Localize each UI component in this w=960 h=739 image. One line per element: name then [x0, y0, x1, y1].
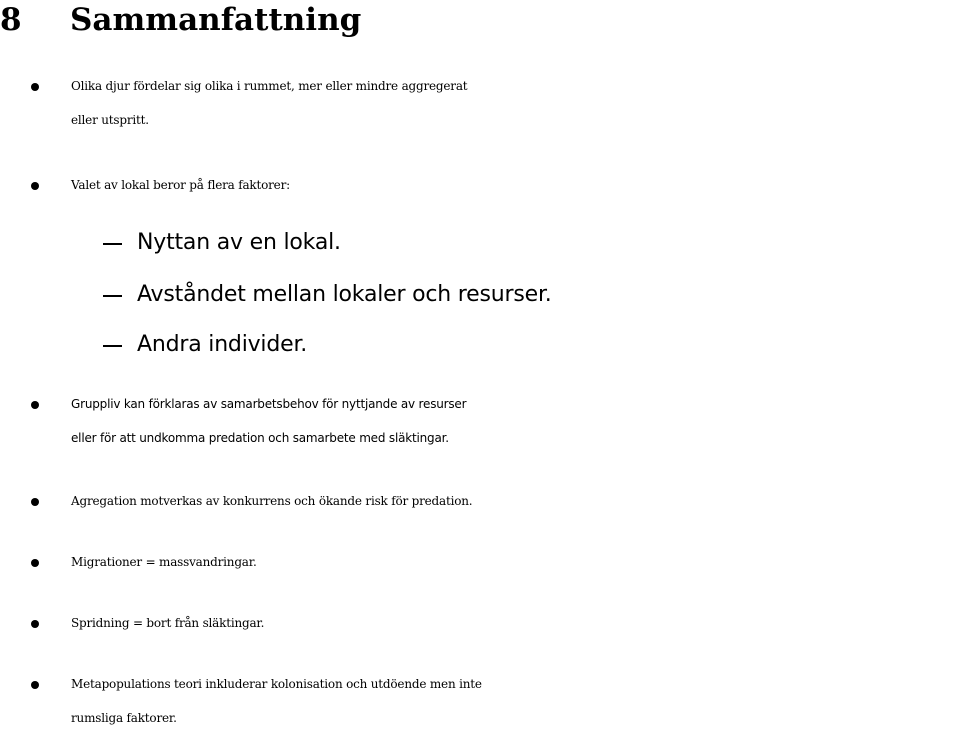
bullet-icon — [31, 182, 39, 190]
bullet-icon — [31, 681, 39, 689]
list-item-line: Gruppliv kan förklaras av samarbetsbehov för nyttjande av resurser — [71, 397, 467, 411]
list-item — [71, 545, 960, 579]
dash-icon — [103, 345, 122, 347]
sub-list-item — [137, 226, 341, 260]
sub-list-item-text: Nyttan av en lokal. — [137, 230, 341, 255]
list-item-line: Metapopulations teori inkluderar kolonisation och utdöende men inte — [71, 677, 482, 691]
list-item-line: eller utspritt. — [71, 113, 149, 127]
list-item — [71, 387, 960, 455]
bullet-icon — [31, 498, 39, 506]
bullet-icon — [31, 559, 39, 567]
sub-list-item — [137, 328, 307, 362]
list-item-line: Olika djur fördelar sig olika i rummet, mer eller mindre aggregerat — [71, 79, 468, 93]
list-item-line: Migrationer = massvandringar. — [71, 555, 257, 569]
bullet-icon — [31, 620, 39, 628]
list-item-line: Valet av lokal beror på flera faktorer: — [71, 178, 290, 192]
bullet-icon — [31, 83, 39, 91]
sub-list-item — [137, 278, 552, 312]
list-item — [71, 606, 960, 640]
dash-icon — [103, 295, 122, 297]
section-title: Sammanfattning — [70, 2, 362, 38]
section-heading — [0, 0, 361, 40]
list-item — [71, 667, 960, 735]
list-item-line: Spridning = bort från släktingar. — [71, 616, 265, 630]
bullet-icon — [31, 401, 39, 409]
sub-list-item-text: Andra individer. — [137, 332, 308, 357]
list-item-line: Agregation motverkas av konkurrens och ökande risk för predation. — [71, 494, 473, 508]
list-item-line: rumsliga faktorer. — [71, 711, 177, 725]
list-item-line: eller för att undkomma predation och samarbete med släktingar. — [71, 431, 449, 445]
dash-icon — [103, 243, 122, 245]
section-number: 8 — [0, 2, 22, 38]
list-item — [71, 69, 960, 137]
list-item — [71, 484, 960, 518]
list-item — [71, 168, 960, 202]
sub-list-item-text: Avståndet mellan lokaler och resurser. — [137, 282, 552, 307]
